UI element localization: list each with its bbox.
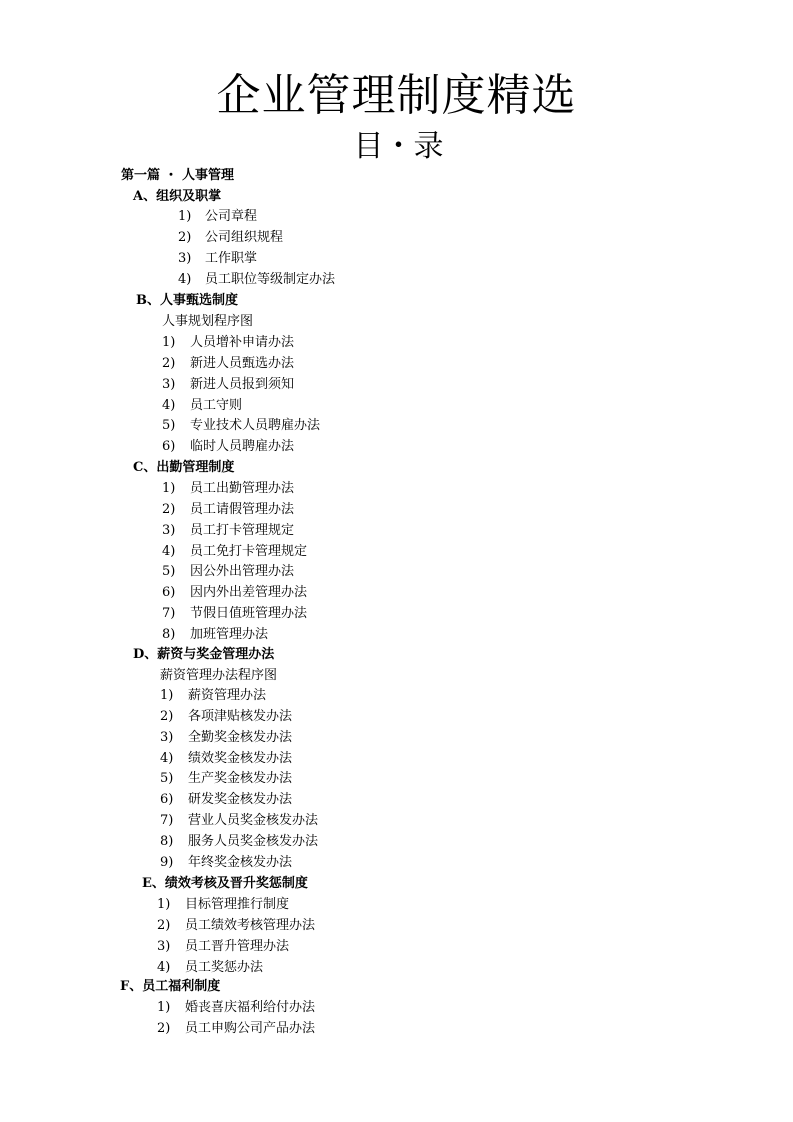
toc-item-number: 2) [162, 502, 176, 517]
toc-item-title: 营业人员奖金核发办法 [188, 813, 319, 828]
section-heading-e: E、绩效考核及晋升奖惩制度 [142, 876, 308, 891]
section-heading-b: B、人事甄选制度 [136, 293, 238, 308]
toc-item-number: 6) [162, 439, 176, 454]
toc-item-number: 9) [160, 855, 174, 870]
toc-item-number: 4) [160, 751, 174, 766]
toc-item-number: 2) [157, 1021, 171, 1036]
toc-item-number: 7) [160, 813, 174, 828]
toc-item-title: 新进人员报到须知 [190, 377, 295, 392]
section-heading-d: D、薪资与奖金管理办法 [133, 647, 275, 662]
toc-item-title: 节假日值班管理办法 [190, 606, 308, 621]
toc-item-number: 8) [162, 627, 176, 642]
toc-item-title: 员工守则 [190, 398, 243, 413]
toc-item-number: 1) [162, 335, 176, 350]
toc-item-title: 服务人员奖金核发办法 [188, 834, 319, 849]
toc-item-title: 加班管理办法 [190, 627, 269, 642]
toc-item-title: 各项津贴核发办法 [188, 709, 293, 724]
toc-item-title: 员工职位等级制定办法 [205, 272, 336, 287]
toc-item-title: 员工免打卡管理规定 [190, 544, 308, 559]
part-heading: 第一篇 ・ 人事管理 [121, 168, 235, 183]
toc-item-title: 人员增补申请办法 [190, 335, 295, 350]
toc-item-number: 6) [162, 585, 176, 600]
toc-item-number: 3) [160, 730, 174, 745]
toc-item-title: 婚丧喜庆福利给付办法 [185, 1000, 316, 1015]
toc-item-title: 员工绩效考核管理办法 [185, 918, 316, 933]
toc-item-title: 员工申购公司产品办法 [185, 1021, 316, 1036]
toc-item-title: 临时人员聘雇办法 [190, 439, 295, 454]
toc-item-number: 5) [162, 418, 176, 433]
toc-item-number: 1) [162, 481, 176, 496]
section-intro-d: 薪资管理办法程序图 [160, 668, 278, 683]
section-heading-a: A、组织及职掌 [133, 189, 222, 204]
toc-item-number: 3) [157, 939, 171, 954]
toc-item-number: 4) [178, 272, 192, 287]
toc-item-title: 全勤奖金核发办法 [188, 730, 293, 745]
toc-item-title: 员工晋升管理办法 [185, 939, 290, 954]
toc-item-number: 4) [157, 960, 171, 975]
toc-item-number: 4) [162, 544, 176, 559]
toc-item-title: 工作职掌 [205, 251, 258, 266]
toc-item-title: 薪资管理办法 [188, 688, 267, 703]
document-title: 企业管理制度精选 [216, 70, 577, 121]
toc-heading: 目・录 [353, 129, 444, 164]
toc-item-number: 1) [157, 897, 171, 912]
section-heading-c: C、出勤管理制度 [133, 460, 235, 475]
toc-item-title: 研发奖金核发办法 [188, 792, 293, 807]
toc-item-title: 绩效奖金核发办法 [188, 751, 293, 766]
toc-item-number: 2) [160, 709, 174, 724]
toc-item-number: 2) [162, 356, 176, 371]
toc-item-number: 7) [162, 606, 176, 621]
toc-item-number: 1) [160, 688, 174, 703]
toc-item-title: 新进人员甄选办法 [190, 356, 295, 371]
toc-item-title: 目标管理推行制度 [185, 897, 290, 912]
toc-item-number: 5) [162, 564, 176, 579]
toc-item-title: 员工请假管理办法 [190, 502, 295, 517]
toc-item-number: 2) [157, 918, 171, 933]
toc-item-number: 3) [162, 523, 176, 538]
toc-item-title: 年终奖金核发办法 [188, 855, 293, 870]
toc-item-title: 公司章程 [205, 209, 258, 224]
section-heading-f: F、员工福利制度 [120, 979, 221, 994]
toc-item-number: 3) [178, 251, 192, 266]
toc-item-title: 专业技术人员聘雇办法 [190, 418, 321, 433]
toc-item-number: 5) [160, 771, 174, 786]
toc-item-title: 因公外出管理办法 [190, 564, 295, 579]
toc-item-title: 生产奖金核发办法 [188, 771, 293, 786]
toc-item-title: 员工奖惩办法 [185, 960, 264, 975]
toc-item-number: 4) [162, 398, 176, 413]
toc-item-title: 员工打卡管理规定 [190, 523, 295, 538]
toc-item-number: 6) [160, 792, 174, 807]
toc-item-title: 因内外出差管理办法 [190, 585, 308, 600]
toc-item-number: 1) [157, 1000, 171, 1015]
toc-item-number: 2) [178, 230, 192, 245]
toc-item-number: 3) [162, 377, 176, 392]
section-intro-b: 人事规划程序图 [162, 314, 254, 329]
toc-item-title: 公司组织规程 [205, 230, 284, 245]
toc-item-number: 8) [160, 834, 174, 849]
toc-item-number: 1) [178, 209, 192, 224]
toc-item-title: 员工出勤管理办法 [190, 481, 295, 496]
